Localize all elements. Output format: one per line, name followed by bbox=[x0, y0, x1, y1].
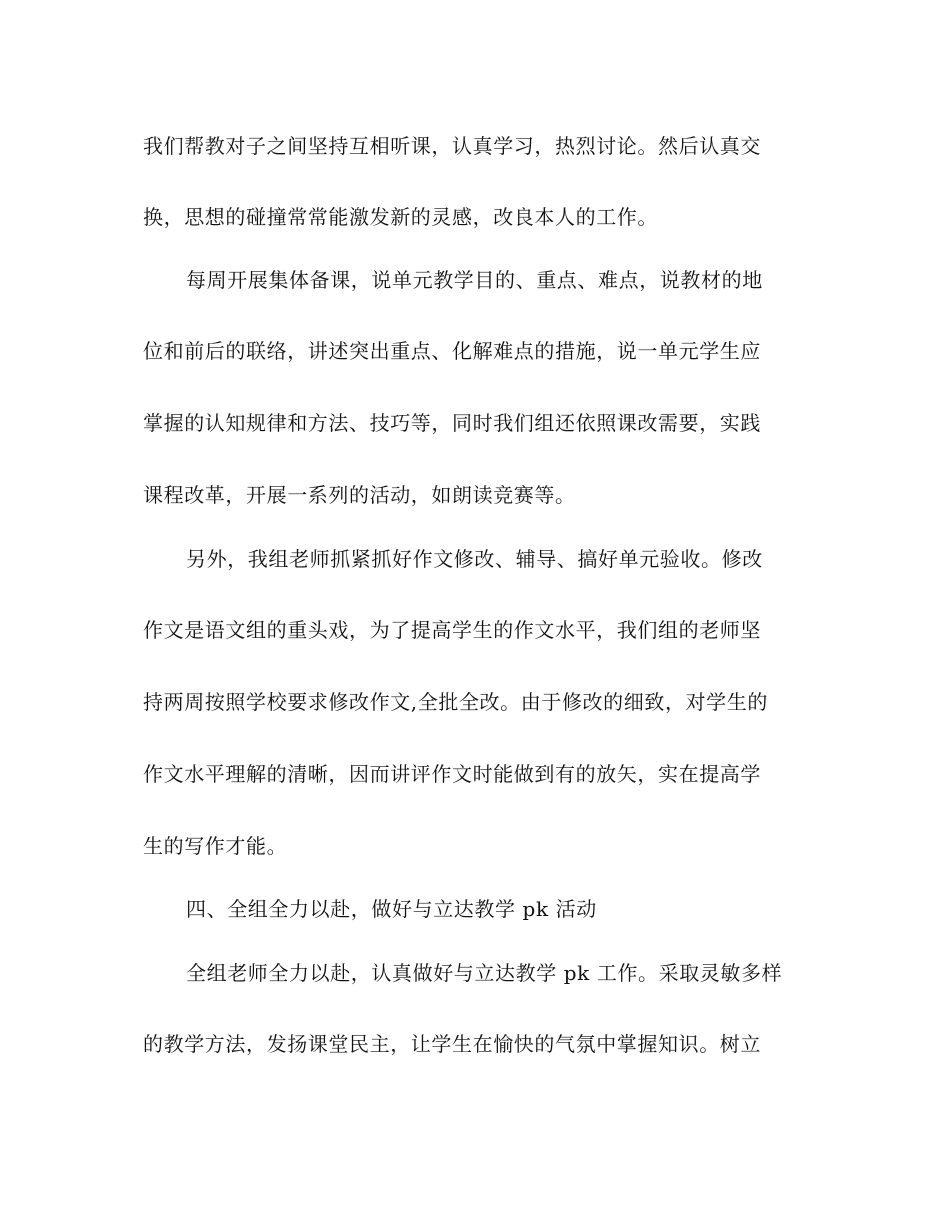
paragraph-lesson-prep-start: 每周开展集体备课，说单元教学目的、重点、难点，说教材的地 bbox=[186, 268, 763, 292]
text-line-14: 的教学方法，发扬课堂民主，让学生在愉快的气氛中掌握知识。树立 bbox=[143, 1032, 761, 1056]
section-heading-4: 四、全组全力以赴，做好与立达教学 pk 活动 bbox=[186, 897, 597, 921]
paragraph-composition-start: 另外，我组老师抓紧抓好作文修改、辅导、搞好单元验收。修改 bbox=[186, 547, 763, 571]
text-line-5: 掌握的认知规律和方法、技巧等，同时我们组还依照课改需要，实践 bbox=[143, 411, 761, 435]
text-line-11: 生的写作才能。 bbox=[143, 834, 288, 858]
text-line-4: 位和前后的联络，讲述突出重点、化解难点的措施，说一单元学生应 bbox=[143, 339, 761, 363]
text-line-2: 换，思想的碰撞常常能激发新的灵感，改良本人的工作。 bbox=[143, 205, 658, 229]
text-line-9: 持两周按照学校要求修改作文,全批全改。由于修改的细致，对学生的 bbox=[143, 690, 768, 714]
text-line-10: 作文水平理解的清晰，因而讲评作文时能做到有的放矢，实在提高学 bbox=[143, 762, 761, 786]
text-line-8: 作文是语文组的重头戏，为了提高学生的作文水平，我们组的老师坚 bbox=[143, 618, 761, 642]
text-line-1: 我们帮教对子之间坚持互相听课，认真学习，热烈讨论。然后认真交 bbox=[143, 134, 761, 158]
text-line-6: 课程改革，开展一系列的活动，如朗读竞赛等。 bbox=[143, 483, 576, 507]
paragraph-pk-start: 全组老师全力以赴，认真做好与立达教学 pk 工作。采取灵敏多样 bbox=[186, 961, 783, 985]
